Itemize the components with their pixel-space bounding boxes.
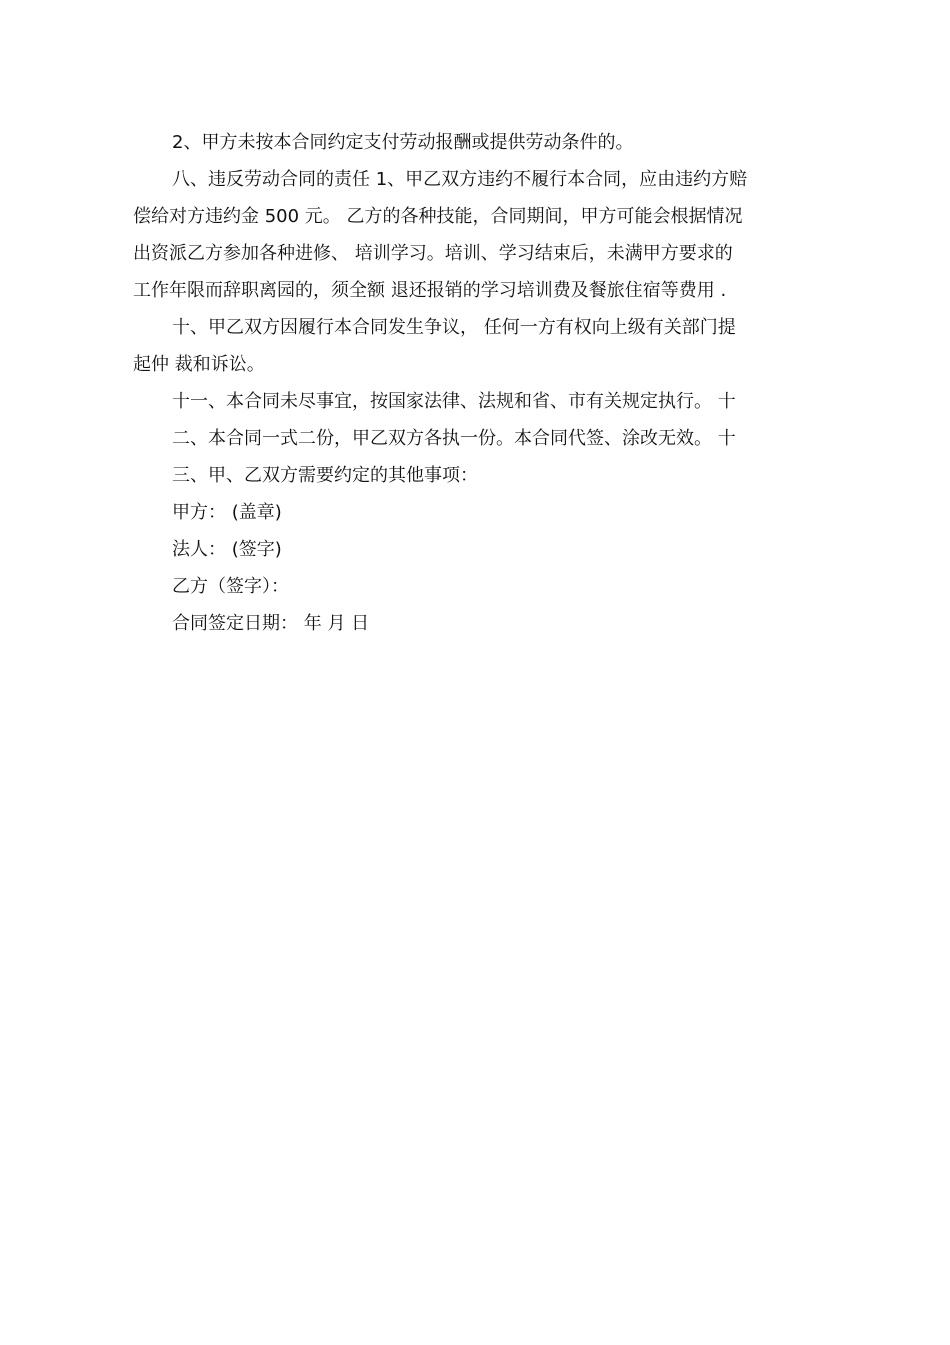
text-line: 出资派乙方参加各种进修、 培训学习。培训、学习结束后，未满甲方要求的: [133, 243, 733, 264]
paragraph-clause-8: [133, 161, 813, 309]
text-line: 十、甲乙双方因履行本合同发生争议， 任何一方有权向上级有关部门提: [172, 317, 736, 338]
text-line: 工作年限而辞职离园的，须全额 退还报销的学习培训费及餐旅住宿等费用 .: [133, 280, 727, 301]
text-line: 八、违反劳动合同的责任 1、甲乙双方违约不履行本合同，应由违约方赔: [172, 169, 748, 190]
text-line: 十一、本合同未尽事宜，按国家法律、法规和省、市有关规定执行。 十: [172, 391, 736, 412]
signature-legal-rep: 法人： (签字): [172, 539, 282, 560]
signature-party-b: 乙方（签字）：: [172, 576, 289, 597]
text-line: 二、本合同一式二份，甲乙双方各执一份。本合同代签、涂改无效。 十: [172, 428, 736, 449]
document-body: [133, 124, 813, 642]
text-line: 起仲 裁和诉讼。: [133, 354, 265, 375]
signature-date: 合同签定日期： 年 月 日: [172, 613, 370, 634]
paragraph-clause-2: [133, 124, 813, 161]
text-line: 三、甲、乙双方需要约定的其他事项：: [172, 465, 478, 486]
paragraph-clause-11-13: [133, 383, 813, 494]
paragraph-clause-10: [133, 309, 813, 383]
signature-block: [133, 494, 813, 642]
text-line: 2、甲方未按本合同约定支付劳动报酬或提供劳动条件的。: [172, 132, 634, 153]
text-line: 偿给对方违约金 500 元。 乙方的各种技能，合同期间，甲方可能会根据情况: [133, 206, 743, 227]
signature-party-a: 甲方： (盖章): [172, 502, 282, 523]
